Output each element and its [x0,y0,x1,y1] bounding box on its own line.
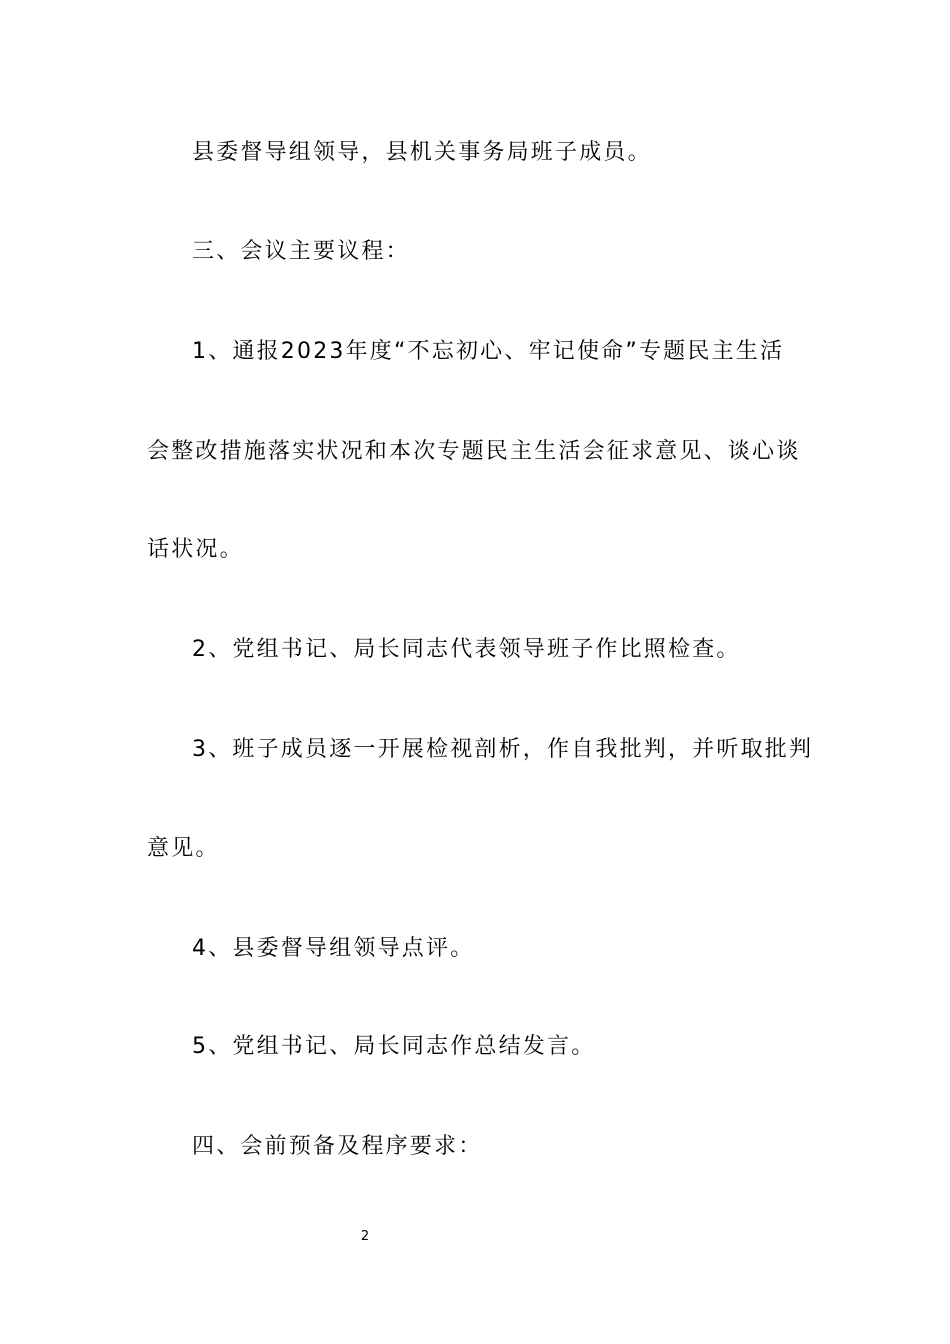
attendees-line: 县委督导组领导，县机关事务局班子成员。 [192,140,652,165]
agenda-item-4: 4、县委督导组领导点评。 [192,936,475,961]
agenda-item-5: 5、党组书记、局长同志作总结发言。 [192,1034,596,1059]
section-4-heading: 四、会前预备及程序要求： [192,1134,483,1159]
agenda-item-3-line-1: 3、班子成员逐一开展检视剖析，作自我批判，并听取批判 [192,737,814,762]
agenda-item-1-line-2: 会整改措施落实状况和本次专题民主生活会征求意见、谈心谈 [147,439,801,464]
agenda-item-1-line-1: 1、通报2023年度“不忘初心、牢记使命”专题民主生活 [192,339,785,364]
section-3-heading: 三、会议主要议程： [192,239,410,264]
agenda-item-3-line-2: 意见。 [147,836,220,861]
agenda-item-1-line-3: 话状况。 [147,537,244,562]
agenda-item-2: 2、党组书记、局长同志代表领导班子作比照检查。 [192,637,741,662]
page-number: 2 [360,1229,370,1244]
